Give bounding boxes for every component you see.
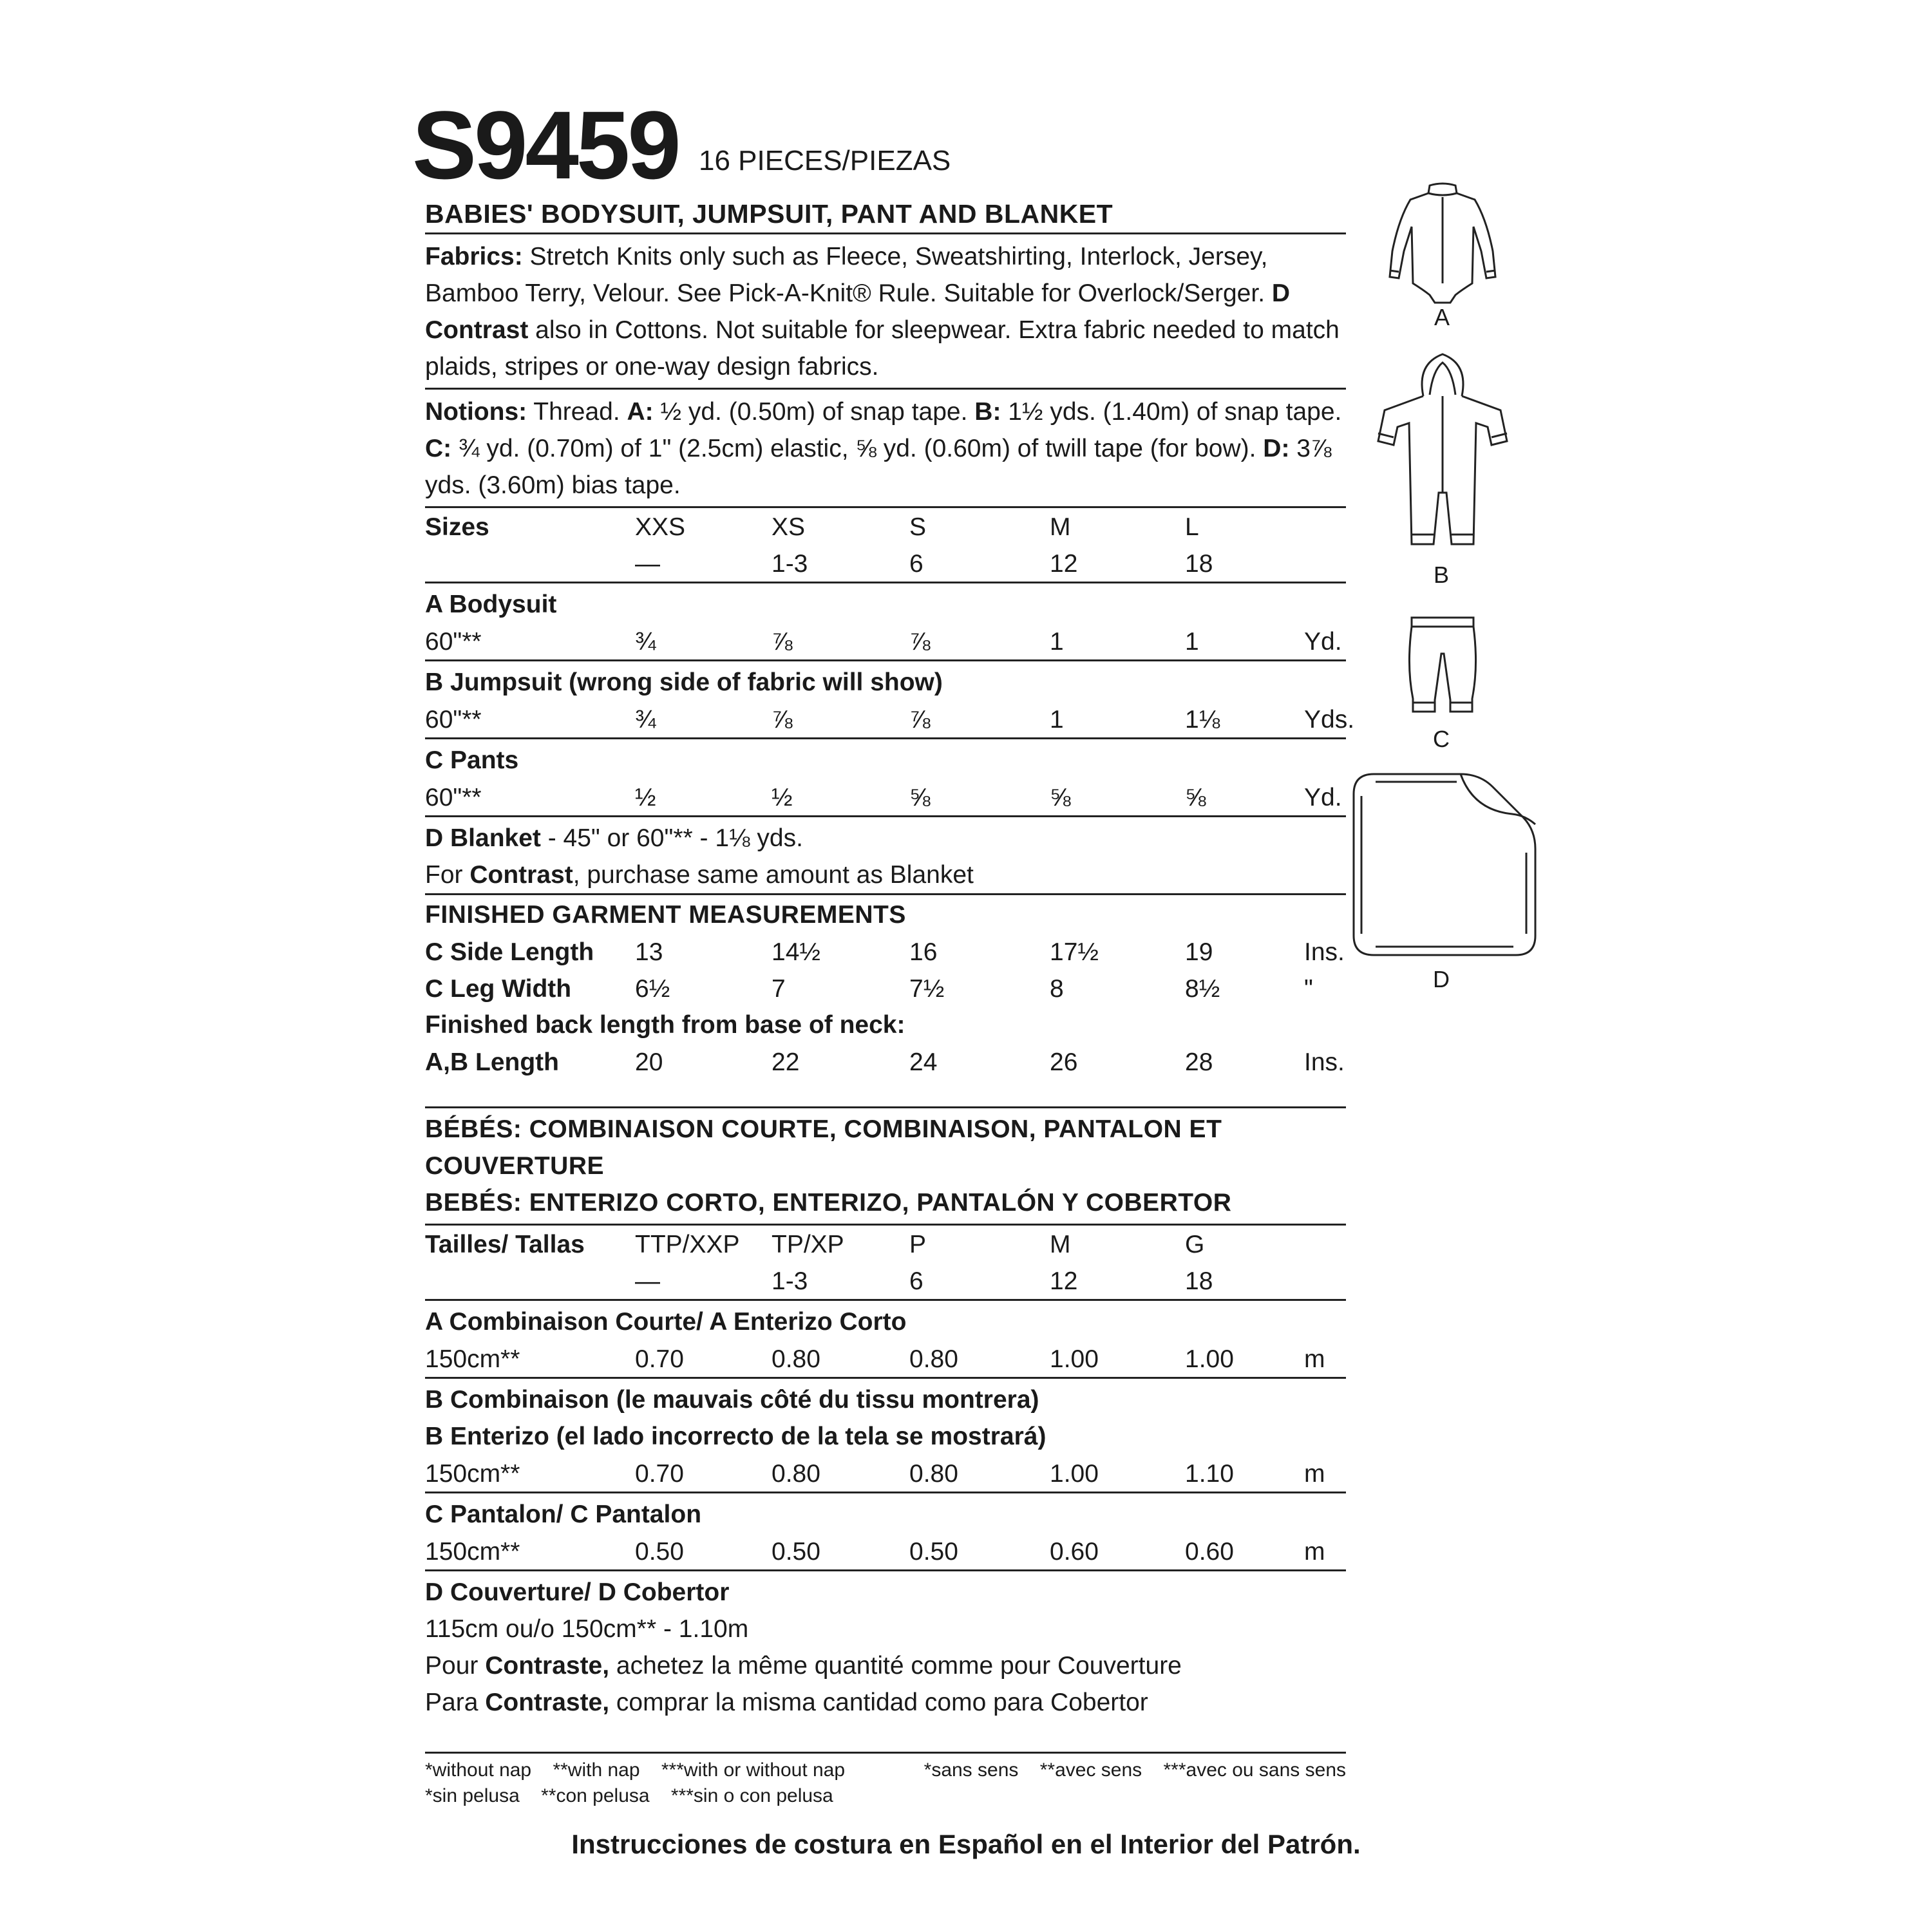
- yardage-row: 150cm** 0.70 0.80 0.80 1.00 1.10 m: [425, 1460, 1325, 1488]
- finished-measurements: FINISHED GARMENT MEASUREMENTS C Side Length 13 14½ 16 17½ 19 Ins. C Leg Width 6½ 7 7½ 8 8½ " Finished back length from base of neck: A,B Length 20 22 24 26 28 Ins.: [425, 895, 1346, 1080]
- yardage-row: 60"** ¾ ⅞ ⅞ 1 1 Yd.: [425, 628, 1342, 656]
- measurement-row: C Side Length 13 14½ 16 17½ 19 Ins.: [425, 938, 1345, 966]
- footnote-en: *without nap **with nap ***with or without nap: [425, 1759, 846, 1781]
- pants-illustration: [1404, 615, 1481, 718]
- figure-label-c: C: [1433, 726, 1450, 752]
- header: [412, 91, 951, 199]
- yardage-row: 60"** ½ ½ ⅝ ⅝ ⅝ Yd.: [425, 784, 1342, 811]
- fabrics-text: Fabrics: Stretch Knits only such as Fleece, Sweatshirting, Interlock, Jersey, Bamboo Terry, Velour. See Pick-A-Knit® Rule. Suitable for Overlock/Serger. D Contrast also in Cottons. Not suitable for sleepwear. Extra fabric needed to match plaids, stripes or one-way design fabrics.: [425, 243, 1340, 381]
- figure-label-a: A: [1434, 304, 1450, 330]
- title-es: BEBÉS: ENTERIZO CORTO, ENTERIZO, PANTALÓN Y COBERTOR: [425, 1189, 1232, 1217]
- footnote-es: *sin pelusa **con pelusa ***sin o con pelusa: [425, 1785, 833, 1806]
- english-section: [425, 196, 1355, 1080]
- yardage-fr: [425, 1301, 1346, 1571]
- footnotes: [425, 1752, 1346, 1809]
- figure-label-d: D: [1433, 966, 1450, 992]
- yardage-title: B Combinaison (le mauvais côté du tissu montrera): [425, 1386, 1039, 1414]
- french-spanish-section: [425, 1106, 1346, 1721]
- bodysuit-illustration: [1385, 180, 1501, 309]
- yardage-row: 150cm** 0.50 0.50 0.50 0.60 0.60 m: [425, 1538, 1325, 1566]
- blanket-en: D Blanket - 45" or 60"** - 1⅛ yds. For Contrast, purchase same amount as Blanket: [425, 824, 974, 889]
- measurement-row: C Leg Width 6½ 7 7½ 8 8½ ": [425, 975, 1313, 1003]
- yardage-title: A Bodysuit: [425, 591, 557, 618]
- title-fr: BÉBÉS: COMBINAISON COURTE, COMBINAISON, PANTALON ET COUVERTURE: [425, 1115, 1222, 1180]
- title-en: BABIES' BODYSUIT, JUMPSUIT, PANT AND BLANKET: [425, 199, 1113, 229]
- yardage-title: A Combinaison Courte/ A Enterizo Corto: [425, 1308, 907, 1336]
- footnote-fr: *sans sens **avec sens ***avec ou sans sens: [923, 1759, 1346, 1781]
- yardage-title: B Jumpsuit (wrong side of fabric will show): [425, 668, 943, 696]
- notions-text: Notions: Thread. A: ½ yd. (0.50m) of snap tape. B: 1½ yds. (1.40m) of snap tape. C: ¾ yd. (0.70m) of 1" (2.5cm) elastic, ⅝ yd. (0.60m) of twill tape (for bow). D: 3⅞ yds. (3.60m) bias tape.: [425, 398, 1342, 499]
- pattern-code: S9459: [412, 91, 679, 199]
- sizes-en-table: [425, 508, 1346, 582]
- blanket-illustration: [1351, 772, 1538, 958]
- figure-label-b: B: [1434, 562, 1450, 588]
- yardage-row: 60"** ¾ ⅞ ⅞ 1 1⅛ Yds.: [425, 706, 1355, 734]
- yardage-title: B Enterizo (el lado incorrecto de la tela se mostrará): [425, 1423, 1046, 1450]
- yardage-row: 150cm** 0.70 0.80 0.80 1.00 1.00 m: [425, 1345, 1325, 1373]
- yardage-en: [425, 583, 1355, 817]
- jumpsuit-illustration: [1372, 351, 1513, 557]
- sizes-num-row: — 1-3 6 12 18: [635, 550, 1213, 578]
- ab-length-row: A,B Length 20 22 24 26 28 Ins.: [425, 1048, 1345, 1076]
- sizes-row: Sizes XXS XS S M L: [425, 513, 1199, 541]
- blanket-fr: D Couverture/ D Cobertor 115cm ou/o 150cm** - 1.10m Pour Contraste, achetez la même quantité comme pour Couverture Para Contraste, comprar la misma cantidad como para Cobertor: [425, 1578, 1182, 1716]
- spanish-instructions-note: Instrucciones de costura en Español en el Interior del Patrón.: [571, 1829, 1361, 1859]
- yardage-title: C Pants: [425, 746, 519, 774]
- yardage-title: C Pantalon/ C Pantalon: [425, 1501, 702, 1528]
- pieces-count: 16 PIECES/PIEZAS: [699, 145, 951, 176]
- sizes-fr-table: Tailles/ Tallas TTP/XXP TP/XP P M G — 1-3 6 12 18: [425, 1231, 1213, 1295]
